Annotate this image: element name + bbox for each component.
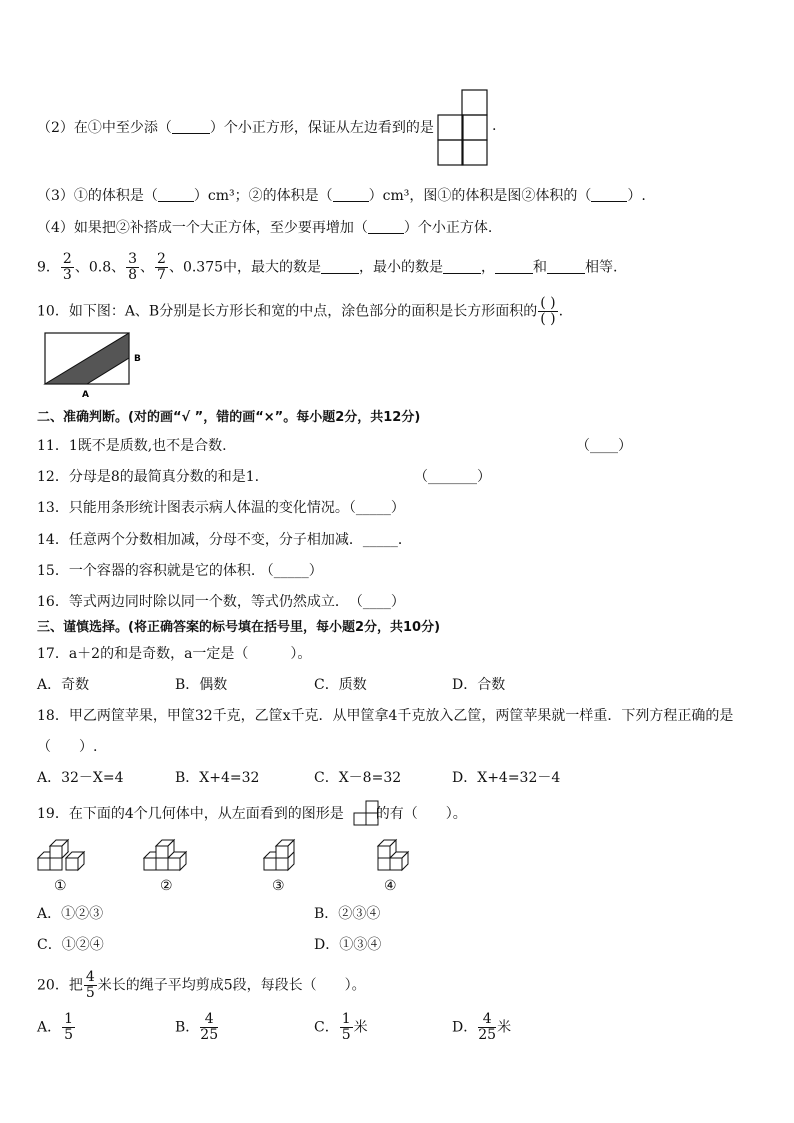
q17-option-d[interactable]: D．合数 (452, 677, 506, 693)
q18-line2: （ ）. (37, 739, 98, 755)
section-3-heading: 三、谨慎选择。(将正确答案的标号填在括号里，每小题2分，共10分) (37, 620, 441, 635)
q20-option-a[interactable]: A． $\frac{1}{5}$ (37, 1011, 74, 1043)
q8-2-end: . (492, 118, 497, 134)
q19-post: 的有（ ）。 (375, 806, 467, 822)
q20-pre: 20．把 (37, 977, 83, 994)
q8-3-c: ）cm³，图①的体积是图②体积的（ (368, 188, 592, 204)
q9-s1: 、0.8、 (74, 259, 126, 276)
q8-3-blank-1[interactable] (158, 187, 194, 202)
q9-s7: 相等. (585, 259, 618, 276)
q9-fraction-3: $\frac{2}{7}$ (157, 251, 166, 283)
q17-option-c[interactable]: C．质数 (314, 677, 367, 693)
q9-s5: ， (481, 259, 496, 276)
label-b: B (134, 354, 141, 364)
q19-option-a[interactable]: A．①②③ (37, 906, 104, 922)
q9-s4: ，最小的数是 (359, 259, 444, 276)
q18-option-d[interactable]: D．X+4=32－4 (452, 770, 561, 786)
q18-option-a[interactable]: A．32－X=4 (37, 770, 124, 786)
q8-3-blank-3[interactable] (591, 187, 627, 202)
q9-fraction-1: $\frac{2}{3}$ (62, 251, 72, 283)
q9-blank-min[interactable] (443, 259, 481, 274)
q10-line (37, 296, 563, 327)
q19-left-view-icon (353, 800, 381, 826)
q11-paren[interactable]: （____） (576, 438, 632, 454)
q18: 18．甲乙两筐苹果，甲筐32千克，乙筐x千克．从甲筐拿4千克放入乙筐，两筐苹果就一样重．下列方程正确的是 (37, 708, 734, 724)
q19-option-b[interactable]: B．②③④ (314, 906, 381, 922)
q10-fraction-blank[interactable]: $\frac{( )}{( )}$ (540, 295, 556, 327)
q17: 17．a＋2的和是奇数，a一定是（ ）。 (37, 646, 312, 662)
q8-4-a: （4）如果把②补搭成一个大正方体，至少要再增加（ (37, 220, 368, 236)
q9-line (37, 252, 618, 283)
q19-pre: 19．在下面的4个几何体中，从左面看到的图形是 (37, 806, 344, 822)
left-view-figure (437, 89, 489, 167)
q18-option-b[interactable]: B．X+4=32 (175, 770, 260, 786)
solid-label-3: ③ (272, 878, 285, 894)
q19-option-c[interactable]: C．①②④ (37, 937, 104, 953)
q16: 16．等式两边同时除以同一个数，等式仍然成立． （____） (37, 594, 405, 610)
q15: 15．一个容器的容积就是它的体积. （_____） (37, 563, 323, 579)
q8-3-d: ）. (627, 188, 646, 204)
solid-label-1: ① (54, 878, 67, 894)
q8-4-line (37, 218, 492, 238)
q11: 11．1既不是质数,也不是合数. (37, 438, 227, 454)
solid-2 (142, 838, 194, 876)
q8-4-b: ）个小正方体. (403, 220, 493, 236)
q9-s2: 、 (140, 259, 155, 276)
q17-option-a[interactable]: A．奇数 (37, 677, 90, 693)
q13: 13．只能用条形统计图表示病人体温的变化情况。（_____） (37, 500, 405, 516)
q8-2-blank[interactable] (172, 119, 210, 134)
q14: 14．任意两个分数相加减，分母不变，分子相加减．_____． (37, 532, 412, 548)
q20-fraction: $\frac{4}{5}$ (85, 969, 95, 1001)
solid-label-4: ④ (384, 878, 397, 894)
q19-option-d[interactable]: D．①③④ (314, 937, 382, 953)
q8-4-blank[interactable] (368, 219, 404, 234)
label-a: A (82, 390, 89, 400)
section-2-heading: 二、准确判断。(对的画“√ ”，错的画“×”。每小题2分，共12分) (37, 410, 421, 425)
solid-label-2: ② (160, 878, 173, 894)
q8-3-a: （3）①的体积是（ (37, 188, 158, 204)
rectangle-figure (42, 330, 142, 400)
q9-blank-max[interactable] (321, 259, 359, 274)
q20-option-b[interactable]: B． $\frac{4}{25}$ (175, 1011, 219, 1043)
q12-paren[interactable]: （_______） (414, 469, 491, 485)
solid-3 (258, 838, 310, 876)
q17-option-b[interactable]: B．偶数 (175, 677, 228, 693)
q20-option-c[interactable]: C． $\frac{1}{5}$ 米 (314, 1011, 368, 1043)
q20-line (37, 970, 366, 1001)
solid-1 (36, 838, 88, 876)
q20-option-d[interactable]: D． $\frac{4}{25}$ 米 (452, 1011, 512, 1043)
q9-s6: 和 (533, 259, 548, 276)
q20-post: 米长的绳子平均剪成5段，每段长（ ）。 (97, 977, 366, 994)
q18-option-c[interactable]: C．X－8=32 (314, 770, 402, 786)
q8-2-pre: （2）在①中至少添（ (37, 120, 172, 136)
q9-blank-eq1[interactable] (495, 259, 533, 274)
q8-3-blank-2[interactable] (333, 187, 369, 202)
q10-text: 10．如下图：A、B分别是长方形长和宽的中点，涂色部分的面积是长方形面积的 (37, 303, 538, 320)
q8-3-b: ）cm³；②的体积是（ (193, 188, 333, 204)
q10-end: . (558, 303, 564, 320)
q9-blank-eq2[interactable] (547, 259, 585, 274)
q19-line (37, 804, 467, 824)
solid-4 (372, 838, 424, 876)
q8-3-line (37, 186, 646, 206)
q9-fraction-2: $\frac{3}{8}$ (128, 251, 138, 283)
q9-num: 9． (37, 259, 60, 276)
q12: 12．分母是8的最简真分数的和是1. (37, 469, 260, 485)
q8-2-post: ）个小正方形，保证从左边看到的是 (209, 120, 434, 136)
q9-s3: 、0.375中，最大的数是 (168, 259, 322, 276)
q8-2-line (37, 118, 434, 138)
